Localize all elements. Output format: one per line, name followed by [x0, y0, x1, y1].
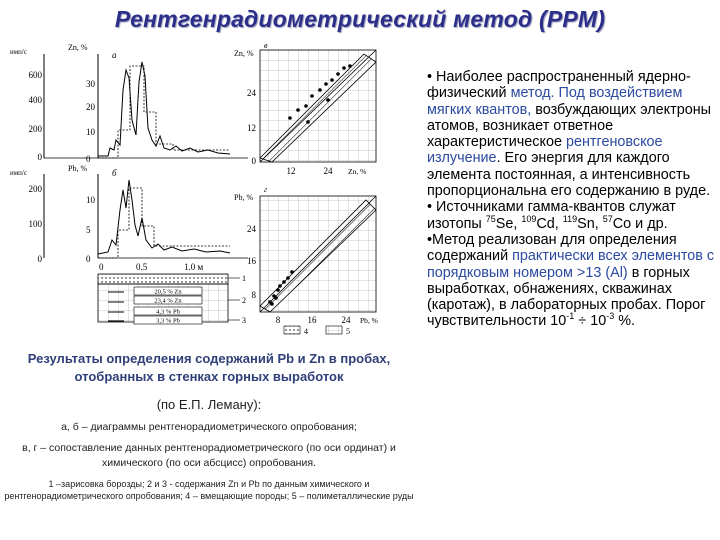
paragraph-3	[427, 232, 717, 330]
body-text	[427, 69, 717, 330]
legend-number: 4	[304, 327, 308, 336]
panel-g-x-tick: 16	[307, 315, 317, 325]
isotope-symbol: Se,	[495, 215, 522, 232]
panel-b	[10, 164, 248, 272]
panel-g-tick: 24	[247, 224, 256, 234]
panel-g-x-tick: 24	[341, 315, 351, 325]
panel-v-tick: 0	[251, 156, 256, 166]
panel-g	[234, 185, 378, 325]
panel-a-tick: 400	[28, 95, 42, 105]
text-span: • Наиболее распространенный ядерно-физический	[427, 69, 691, 102]
panel-a-tick: 0	[37, 152, 42, 162]
text-span: в горных выработках, обнажениях, скважинах (каротаж), в лабораторных пробах. Порог чувствительности 10	[427, 264, 706, 330]
panel-b-tick: 100	[28, 219, 42, 229]
text-span: •Метод реализован для определения содержаний	[427, 231, 677, 265]
legend-number: 1	[242, 274, 246, 283]
panel-a-y-right-unit: Zn, %	[68, 43, 88, 52]
panel-b-y-right-unit: Pb, %	[68, 164, 88, 173]
panel-b-tick: 5	[86, 225, 91, 235]
panel-a-tick: 20	[86, 102, 95, 112]
panel-b-tick: 0	[86, 254, 91, 264]
panel-g-x-unit: Pb, %	[360, 316, 378, 325]
text-span-accent: метод. Под воздействием мягких квантов,	[427, 85, 683, 118]
panel-b-x-tick: 0.5	[136, 262, 148, 272]
panel-g-tick: 16	[247, 256, 256, 266]
text-span-accent: рентгеновское излучение	[427, 134, 663, 167]
panel-a-tick: 30	[86, 79, 95, 89]
slide-title: Рентгенрадиометрический метод (РРМ)	[114, 6, 606, 32]
panel-g-y-unit: Pb, %	[234, 193, 254, 202]
panel-v-x-tick: 12	[286, 166, 296, 176]
panel-b-x-tick: 1.0 м	[184, 262, 204, 272]
isotope-symbol: Cd,	[536, 215, 563, 232]
isotope-mass: 57	[602, 213, 613, 224]
sample-label: 3,3 % Pb	[156, 317, 180, 325]
sample-label: 23,4 % Zn	[154, 297, 182, 305]
text-span: ÷ 10	[574, 313, 607, 330]
panel-a-tick: 10	[86, 127, 95, 137]
figure-caption: Результаты определения содержаний Pb и Zn в пробах, отобранных в стенках горных выработок	[27, 351, 391, 384]
text-span: . Его энергия для каждого элемента постоянная, а интенсивность пропорциональна его содержанию в руде.	[427, 150, 711, 200]
isotope-mass: 119	[562, 213, 578, 224]
panel-g-x-tick: 8	[275, 315, 281, 325]
panel-b-x-tick: 0	[99, 262, 104, 272]
panel-a-tick: 600	[28, 70, 42, 80]
panel-a	[10, 43, 248, 164]
panel-v-x-tick: 24	[323, 166, 333, 176]
panel-v-y-unit: Zn, %	[234, 49, 254, 58]
sample-label: 4,3 % Pb	[156, 308, 180, 316]
panel-b-y-left-unit: имп/с	[10, 169, 27, 177]
figure-source: (по Е.П. Леману):	[156, 397, 262, 412]
panel-b-tick: 200	[28, 184, 42, 194]
text-span: • Источниками гамма-квантов служат изотопы	[427, 199, 676, 232]
figure-graphic	[8, 40, 404, 340]
panel-v-tick: 24	[247, 88, 256, 98]
panel-a-y-left-unit: имп/с	[10, 48, 27, 56]
paragraph-2	[427, 199, 717, 232]
panel-v-x-unit: Zn, %	[348, 167, 367, 176]
legend-number: 5	[346, 327, 350, 336]
paragraph-1	[427, 69, 717, 199]
panel-b-tick: 0	[37, 254, 42, 264]
panel-a-tick: 0	[86, 154, 91, 164]
isotope-symbol: Sn,	[577, 215, 603, 232]
legend-number: 3	[242, 316, 246, 325]
panel-v-tick: 12	[247, 123, 256, 133]
text-span: возбуждающих электроны атомов, возникает ответное характеристическое	[427, 101, 711, 151]
exponent: -1	[566, 311, 575, 322]
panel-a-letter: а	[112, 50, 117, 60]
panel-a-tick: 200	[28, 124, 42, 134]
caption-legend: 1 –зарисовка борозды; 2 и 3 - содержания Zn и Pb по данным химического и рентгенорадиометрического опробования; 4 – вмещающие породы; 5 – полиметаллические руды	[4, 479, 414, 501]
text-span: %.	[614, 313, 636, 330]
caption-line-vg: в, г – сопоставление данных рентгенорадиометрического (по оси ординат) и химического (по оси абсцисс) опробования.	[22, 442, 396, 469]
figure	[8, 40, 404, 340]
panel-b-tick: 10	[86, 195, 95, 205]
panel-g-tick: 8	[251, 290, 256, 300]
isotope-mass: 109	[521, 213, 537, 224]
isotope-symbol: Co и др.	[612, 215, 668, 232]
legend-number: 2	[242, 296, 246, 305]
isotope-mass: 75	[485, 213, 496, 224]
caption-line-ab: а, б – диаграммы рентгенорадиометрического опробования;	[61, 421, 357, 433]
text-span-accent: практически всех элементов с порядковым номером >13 (Al)	[427, 248, 715, 281]
exponent: -3	[606, 311, 615, 322]
panel-b-letter: б	[112, 168, 117, 178]
panel-g-letter: г	[264, 185, 268, 194]
sample-label: 20,5 % Zn	[154, 288, 182, 296]
panel-v-letter: в	[264, 41, 268, 50]
panel-v	[234, 41, 376, 176]
